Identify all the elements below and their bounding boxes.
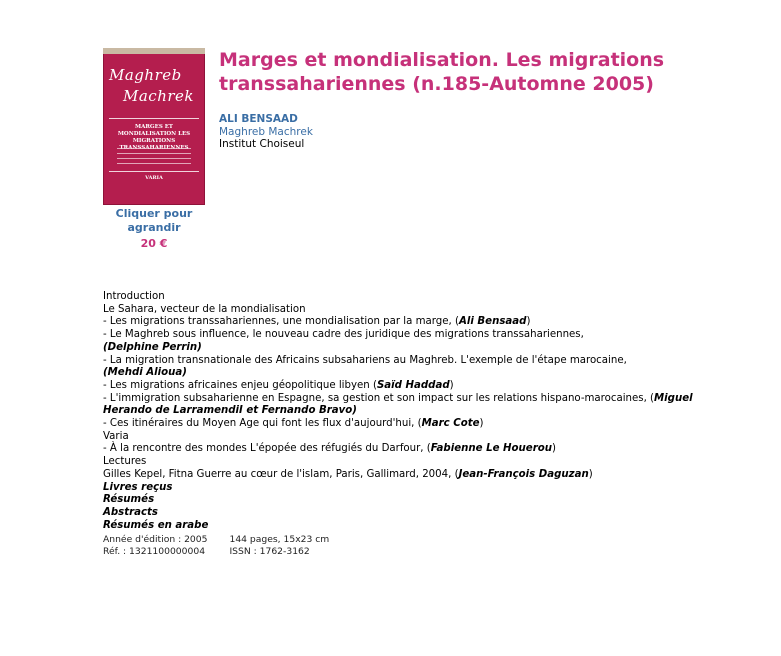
toc-author: Ali Bensaad xyxy=(458,316,527,328)
toc-line xyxy=(103,418,743,431)
book-title: Marges et mondialisation. Les migrations transsahariennes (n.185-Automne 2005) xyxy=(219,49,665,95)
toc-text: Gilles Kepel, Fitna Guerre au cœur de l'islam, Paris, Gallimard, 2004, ( xyxy=(103,468,459,480)
toc-line xyxy=(103,507,743,520)
toc-text: - Les migrations transsahariennes, une mondialisation par la marge, ( xyxy=(103,316,459,328)
toc-text: - Les migrations africaines enjeu géopolitique libyen ( xyxy=(103,379,377,391)
cover-journal-name: Maghreb xyxy=(109,66,182,84)
toc-author: (Mehdi Alioua) xyxy=(103,367,187,379)
toc-author: Marc Cote xyxy=(421,418,480,430)
toc-line xyxy=(103,316,743,329)
toc-line xyxy=(103,342,743,355)
toc-line xyxy=(103,520,743,533)
toc-author: Résumés xyxy=(103,494,155,506)
toc-text: - À la rencontre des mondes L'épopée des réfugiés du Darfour, ( xyxy=(103,443,431,455)
book-cover-image[interactable] xyxy=(103,48,205,205)
toc-author: Abstracts xyxy=(103,506,158,518)
toc-author: (Delphine Perrin) xyxy=(103,341,202,353)
enlarge-link[interactable]: Cliquer pour agrandir xyxy=(115,207,193,234)
edition-year: Année d'édition : 2005 xyxy=(103,534,208,545)
toc-text: - La migration transnationale des Africains subsahariens au Maghreb. L'exemple de l'étape marocaine, xyxy=(103,354,627,366)
price: 20 € xyxy=(140,237,168,250)
author-link[interactable]: ALI BENSAAD xyxy=(219,113,298,125)
toc-text: - L'immigration subsaharienne en Espagne, sa gestion et son impact sur les relations hispano-marocaines, ( xyxy=(103,392,655,404)
page-count: 144 pages, 15x23 cm xyxy=(229,534,330,545)
toc-author: Résumés en arabe xyxy=(103,519,209,531)
toc-text: Varia xyxy=(103,430,129,442)
cover-column xyxy=(103,48,205,250)
toc-text: Le Sahara, vecteur de la mondialisation xyxy=(103,303,306,315)
reference-number: Réf. : 1321100000004 xyxy=(103,546,206,557)
cover-journal-name-2: Machrek xyxy=(123,87,194,105)
toc-line xyxy=(103,405,743,418)
book-details xyxy=(103,534,351,558)
toc-line xyxy=(103,304,743,317)
toc-line xyxy=(103,469,743,482)
toc-line xyxy=(103,329,743,342)
toc-line xyxy=(103,291,743,304)
toc-author: Saïd Haddad xyxy=(376,379,450,391)
cover-title: MARGES ET MONDIALISATION LES MIGRATIONS xyxy=(117,124,191,144)
toc-author: Herando de LarramendiI et Fernando Bravo) xyxy=(103,405,357,417)
issn: ISSN : 1762-3162 xyxy=(229,546,310,557)
cover-divider xyxy=(109,171,199,172)
toc-suffix: ) xyxy=(552,443,556,455)
details-table xyxy=(103,534,351,558)
cover-top-band xyxy=(103,48,205,54)
toc-author: Miguel xyxy=(654,392,693,404)
collection-link[interactable]: Maghreb Machrek xyxy=(219,125,313,138)
toc-line xyxy=(103,456,743,469)
publisher: Institut Choiseul xyxy=(219,138,305,150)
toc-text: Lectures xyxy=(103,456,147,468)
cover-text-lines xyxy=(117,144,191,168)
toc-author: Jean-François Daguzan xyxy=(458,468,589,480)
toc-line xyxy=(103,393,743,406)
toc-line xyxy=(103,482,743,495)
cover-varia: VARIA xyxy=(145,175,163,181)
toc-line xyxy=(103,431,743,444)
book-meta xyxy=(219,113,313,151)
toc-line xyxy=(103,355,743,368)
toc-text: - Ces itinéraires du Moyen Age qui font les flux d'aujourd'hui, ( xyxy=(103,418,422,430)
toc-author: Fabienne Le Houerou xyxy=(430,443,552,455)
toc-suffix: ) xyxy=(449,379,454,391)
toc-author: Livres reçus xyxy=(103,481,173,493)
toc-line xyxy=(103,367,743,380)
toc-text: Introduction xyxy=(103,291,165,302)
toc-line xyxy=(103,380,743,393)
toc-text: - Le Maghreb sous influence, le nouveau cadre des juridique des migrations transsahariennes, xyxy=(103,329,584,341)
table-of-contents xyxy=(103,291,743,532)
toc-line xyxy=(103,494,743,507)
toc-suffix: ) xyxy=(588,468,593,480)
toc-line xyxy=(103,443,743,456)
toc-suffix: ) xyxy=(526,316,531,328)
cover-divider xyxy=(109,118,199,119)
toc-suffix: ) xyxy=(479,418,484,430)
